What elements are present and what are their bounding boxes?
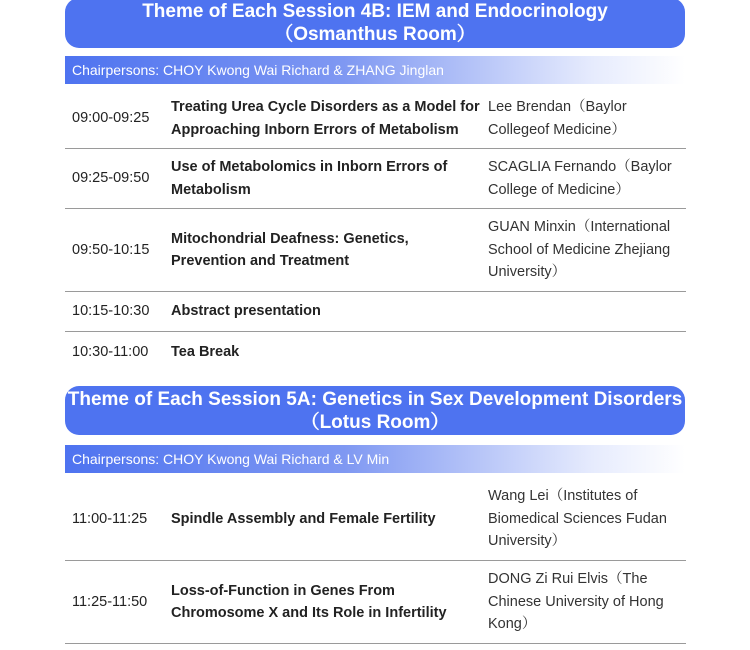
session-5a-title: Theme of Each Session 5A: Genetics in Sex Development Disorders [67, 389, 683, 410]
schedule-row [65, 478, 686, 561]
session-4b-chairpersons: Chairpersons: CHOY Kwong Wai Richard & ZHANG Jinglan [65, 56, 685, 84]
row-time: 11:00-11:25 [72, 510, 148, 527]
schedule-row [65, 89, 686, 149]
row-speaker: GUAN Minxin（International School of Medicine Zhejiang University） [488, 219, 671, 281]
row-topic: Spindle Assembly and Female Fertility [171, 510, 436, 527]
row-topic: Use of Metabolomics in Inborn Errors of Metabolism [171, 159, 448, 198]
row-topic: Loss-of-Function in Genes From Chromosome X and Its Role in Infertility [171, 582, 447, 621]
row-speaker: DONG Zi Rui Elvis（The Chinese University of Hong Kong） [488, 571, 664, 633]
row-time: 09:50-10:15 [72, 241, 150, 258]
row-time: 09:25-09:50 [72, 170, 150, 187]
row-topic: Abstract presentation [171, 303, 321, 320]
row-speaker: SCAGLIA Fernando（Baylor College of Medicine） [488, 159, 672, 198]
schedule-row [65, 149, 686, 209]
session-4b-title-banner [65, 0, 685, 48]
session-5a-room: （Lotus Room） [300, 412, 450, 433]
row-topic: Treating Urea Cycle Disorders as a Model for Approaching Inborn Errors of Metabolism [171, 99, 480, 138]
row-topic: Tea Break [171, 343, 240, 360]
schedule-row [65, 561, 686, 644]
schedule-row [65, 209, 686, 292]
row-speaker: Wang Lei（Institutes of Biomedical Sciences Fudan University） [488, 488, 667, 550]
session-4b-title: Theme of Each Session 4B: IEM and Endocrinology [142, 1, 608, 22]
session-4b-room: （Osmanthus Room） [274, 24, 476, 45]
row-speaker: Lee Brendan（Baylor Collegeof Medicine） [488, 99, 627, 138]
row-time: 09:00-09:25 [72, 110, 150, 127]
row-topic: Mitochondrial Deafness: Genetics, Prevention and Treatment [171, 230, 409, 269]
row-time: 10:15-10:30 [72, 303, 150, 320]
row-time: 11:25-11:50 [72, 593, 148, 610]
schedule-row [65, 332, 686, 372]
row-time: 10:30-11:00 [72, 343, 149, 360]
schedule-row [65, 292, 686, 332]
session-5a-chairpersons: Chairpersons: CHOY Kwong Wai Richard & LV Min [65, 445, 685, 473]
session-5a-title-banner [65, 386, 685, 435]
